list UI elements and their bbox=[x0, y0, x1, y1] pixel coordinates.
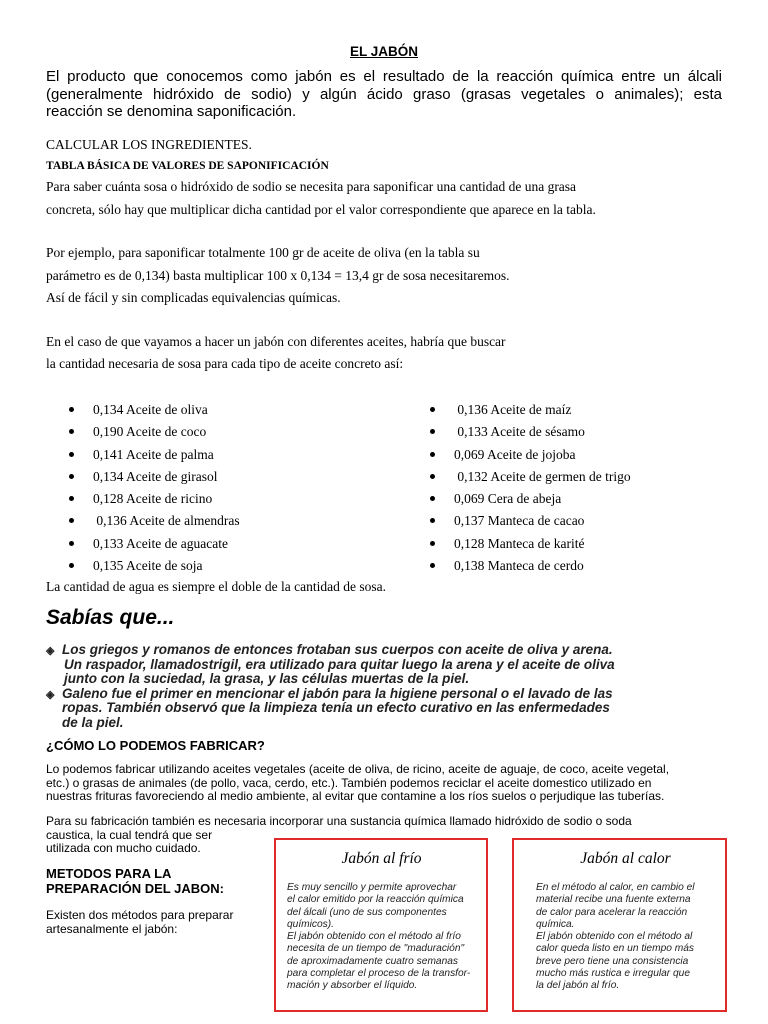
cold-process-title: Jabón al frío bbox=[341, 850, 422, 867]
list-item: 0,133 Aceite de aguacate bbox=[69, 534, 240, 556]
para2-line: Así de fácil y sin complicadas equivalencias químicas. bbox=[46, 290, 341, 305]
fact-line: ropas. También observó que la limpieza tenía un efecto curativo en las enfermedades bbox=[62, 700, 610, 715]
hot-process-title: Jabón al calor bbox=[580, 850, 671, 867]
bullet-icon bbox=[69, 541, 74, 546]
did-you-know-title: Sabías que... bbox=[46, 606, 175, 629]
fact-item bbox=[46, 643, 722, 687]
water-note: La cantidad de agua es siempre el doble de la cantidad de sosa. bbox=[46, 579, 386, 594]
diamond-bullet-icon: ◈ bbox=[46, 688, 55, 701]
cold-process-text: Es muy sencillo y permite aprovechar el calor emitido por la reacción química del álcali (uno de sus componentes químicos). El jabón obtenido con el método al frío necesita de un tiempo de "maduración" de aproximadamente cuatro semanas para completar el proceso de la transfor- mación y absorber el líquido. bbox=[287, 882, 471, 992]
bullet-icon bbox=[430, 563, 435, 568]
bullet-icon bbox=[69, 429, 74, 434]
list-item: 0,069 Aceite de jojoba bbox=[430, 445, 631, 467]
bullet-icon bbox=[430, 429, 435, 434]
bullet-icon bbox=[69, 474, 74, 479]
bullet-icon bbox=[69, 452, 74, 457]
para3-line: En el caso de que vayamos a hacer un jabón con diferentes aceites, habría que buscar bbox=[46, 334, 506, 349]
bullet-icon bbox=[430, 518, 435, 523]
bullet-icon bbox=[430, 452, 435, 457]
bullet-icon bbox=[430, 541, 435, 546]
list-item: 0,134 Aceite de girasol bbox=[69, 467, 240, 489]
paragraph-line: utilizada con mucho cuidado. bbox=[46, 841, 201, 856]
list-item: 0,132 Aceite de germen de trigo bbox=[430, 467, 631, 489]
saponification-list-right bbox=[430, 400, 631, 578]
list-item: 0,141 Aceite de palma bbox=[69, 445, 240, 467]
fact-line: Los griegos y romanos de entonces frotaban sus cuerpos con aceite de oliva y arena. bbox=[62, 642, 613, 657]
paragraph-line: caustica, la cual tendrá que ser bbox=[46, 827, 213, 842]
saponification-list-left bbox=[69, 400, 240, 578]
document-title: EL JABÓN bbox=[349, 44, 418, 59]
bullet-icon bbox=[69, 407, 74, 412]
how-to-make-heading: ¿CÓMO LO PODEMOS FABRICAR? bbox=[46, 738, 265, 753]
list-item: 0,138 Manteca de cerdo bbox=[430, 556, 631, 578]
para1-line: concreta, sólo hay que multiplicar dicha cantidad por el valor correspondiente que aparece en la tabla. bbox=[46, 202, 596, 217]
list-item: 0,135 Aceite de soja bbox=[69, 556, 240, 578]
bullet-icon bbox=[69, 496, 74, 501]
list-item: 0,136 Aceite de almendras bbox=[69, 511, 240, 533]
bullet-icon bbox=[69, 518, 74, 523]
fact-line: Galeno fue el primer en mencionar el jabón para la higiene personal o el lavado de las bbox=[62, 685, 613, 701]
list-item: 0,190 Aceite de coco bbox=[69, 422, 240, 444]
para1-line: Para saber cuánta sosa o hidróxido de sodio se necesita para saponificar una cantidad de una grasa bbox=[46, 179, 577, 194]
list-item: 0,133 Aceite de sésamo bbox=[430, 422, 631, 444]
paragraph-line: Para su fabricación también es necesaria incorporar una sustancia química llamado hidróxido de sodio o soda bbox=[46, 814, 632, 828]
intro-line: (generalmente hidróxido de sodio) y algún ácido graso (grasas vegetales o animales); esta bbox=[46, 85, 722, 103]
hot-process-box bbox=[512, 838, 727, 1012]
bullet-icon bbox=[69, 563, 74, 568]
list-item: 0,128 Aceite de ricino bbox=[69, 489, 240, 511]
diamond-bullet-icon: ◈ bbox=[46, 645, 55, 657]
fact-line: junto con la suciedad, la grasa, y las células muertas de la piel. bbox=[64, 671, 470, 686]
paragraph-line: Lo podemos fabricar utilizando aceites vegetales (aceite de oliva, de ricino, aceite de aguaje, de coco, aceite vegetal, bbox=[46, 762, 670, 776]
bullet-icon bbox=[430, 496, 435, 501]
para3-line: la cantidad necesaria de sosa para cada tipo de aceite concreto así: bbox=[46, 356, 404, 371]
methods-intro: Existen dos métodos para preparar artesanalmente el jabón: bbox=[46, 908, 234, 936]
intro-line: El producto que conocemos como jabón es el resultado de la reacción química entre un álcali bbox=[46, 68, 722, 85]
bullet-icon bbox=[430, 407, 435, 412]
para2-line: Por ejemplo, para saponificar totalmente 100 gr de aceite de oliva (en la tabla su bbox=[46, 245, 480, 260]
hot-process-text: En el método al calor, en cambio el material recibe una fuente externa de calor para acelerar la reacción química. El jabón obtenido con el método al calor queda listo en un tiempo más breve pero tiene una consistencia mucho más rustica e irregular que la del jabón al frío. bbox=[536, 882, 695, 992]
list-item: 0,136 Aceite de maíz bbox=[430, 400, 631, 422]
paragraph-line: etc.) o grasas de animales (de pollo, vaca, cerdo, etc.). También podemos reciclar el aceite domestico utilizado en bbox=[46, 775, 652, 790]
intro-paragraph bbox=[46, 68, 722, 121]
list-item: 0,134 Aceite de oliva bbox=[69, 400, 240, 422]
how-to-make-paragraph bbox=[46, 763, 726, 804]
bullet-icon bbox=[430, 474, 435, 479]
list-item: 0,137 Manteca de cacao bbox=[430, 511, 631, 533]
list-item: 0,069 Cera de abeja bbox=[430, 489, 631, 511]
para2-line: parámetro es de 0,134) basta multiplicar 100 x 0,134 = 13,4 gr de sosa necesitaremos. bbox=[46, 268, 510, 283]
methods-heading: METODOS PARA LA PREPARACIÓN DEL JABON: bbox=[46, 866, 224, 896]
calc-heading: CALCULAR LOS INGREDIENTES. bbox=[46, 137, 252, 152]
table-heading: TABLA BÁSICA DE VALORES DE SAPONIFICACIÓN bbox=[46, 160, 329, 172]
list-item: 0,128 Manteca de karité bbox=[430, 534, 631, 556]
fact-line: de la piel. bbox=[62, 714, 124, 730]
paragraph-line: nuestras frituras favoreciendo al medio ambiente, al evitar que contamine a los ríos suelos o perjudique las tuberías. bbox=[46, 789, 665, 804]
facts-list bbox=[46, 643, 722, 730]
intro-line: reacción se denomina saponificación. bbox=[46, 103, 297, 120]
cold-process-box bbox=[274, 838, 488, 1012]
fact-item bbox=[46, 687, 722, 731]
fact-line: Un raspador, llamadostrigil, era utilizado para quitar luego la arena y el aceite de oliva bbox=[64, 656, 615, 672]
